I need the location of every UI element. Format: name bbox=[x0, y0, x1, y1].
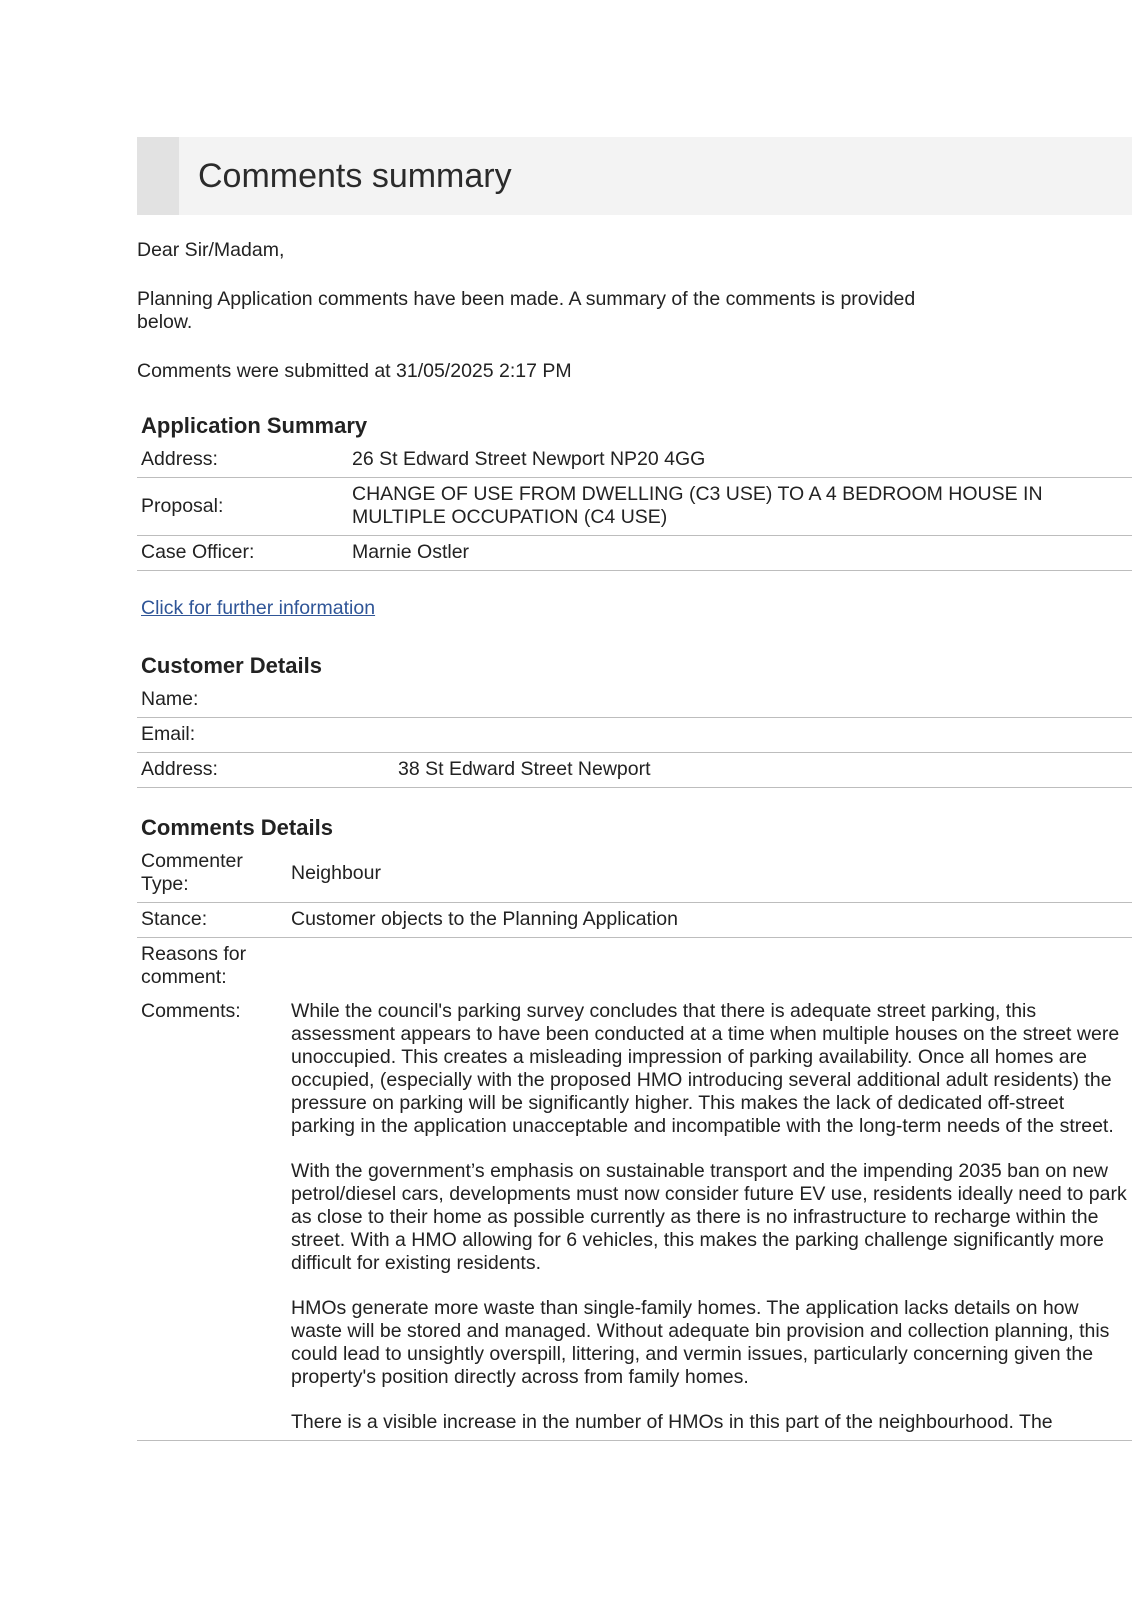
comments-details-section bbox=[137, 814, 1132, 1441]
table-row bbox=[137, 995, 1132, 1441]
comments-label: Comments: bbox=[137, 995, 287, 1441]
comments-value bbox=[287, 995, 1132, 1441]
table-row bbox=[137, 536, 1132, 571]
table-row bbox=[137, 478, 1132, 536]
comment-paragraph: There is a visible increase in the number of HMOs in this part of the neighbourhood. The bbox=[291, 1411, 1053, 1433]
proposal-value: CHANGE OF USE FROM DWELLING (C3 USE) TO A 4 BEDROOM HOUSE IN MULTIPLE OCCUPATION (C4 USE) bbox=[348, 478, 1132, 536]
address-label: Address: bbox=[137, 443, 348, 478]
banner-accent-bar bbox=[137, 137, 179, 215]
customer-address-value: 38 St Edward Street Newport bbox=[394, 753, 1132, 788]
intro-text: Planning Application comments have been made. A summary of the comments is provided below. bbox=[137, 288, 916, 333]
stance-label: Stance: bbox=[137, 903, 287, 938]
page-title: Comments summary bbox=[198, 157, 512, 195]
table-row bbox=[137, 845, 1132, 903]
comment-paragraph: With the government’s emphasis on sustainable transport and the impending 2035 ban on new petrol/diesel cars, developments must now consider future EV use, residents ideally need to park as close to their home as possible currently as there is no infrastructure to recharge within the street. With a HMO allowing for 6 vehicles, this makes the parking challenge significantly more difficult for existing residents. bbox=[291, 1160, 1127, 1274]
comment-paragraph: While the council's parking survey concludes that there is adequate street parking, this assessment appears to have been conducted at a time when multiple houses on the street were unoccupied. This creates a misleading impression of parking availability. Once all homes are occupied, (especially with the proposed HMO introducing several additional adult residents) the pressure on parking will be significantly higher. This makes the lack of dedicated off-street parking in the application unacceptable and incompatible with the long-term needs of the street. bbox=[291, 1000, 1120, 1137]
customer-details-heading: Customer Details bbox=[141, 653, 322, 678]
proposal-label: Proposal: bbox=[137, 478, 348, 536]
customer-address-label: Address: bbox=[137, 753, 394, 788]
stance-value: Customer objects to the Planning Application bbox=[287, 903, 1132, 938]
application-summary-table bbox=[137, 443, 1132, 571]
customer-details-table bbox=[137, 683, 1132, 788]
name-value bbox=[394, 683, 1132, 718]
comments-details-heading: Comments Details bbox=[141, 815, 333, 840]
comment-paragraph: HMOs generate more waste than single-family homes. The application lacks details on how waste will be stored and managed. Without adequate bin provision and collection planning, this could lead to unsightly overspill, littering, and vermin issues, particularly concerning given the property's position directly across from family homes. bbox=[291, 1297, 1110, 1388]
further-information-link[interactable]: Click for further information bbox=[141, 597, 376, 619]
greeting-text: Dear Sir/Madam, bbox=[137, 239, 285, 261]
reasons-label: Reasons for comment: bbox=[141, 943, 247, 988]
submitted-timestamp: Comments were submitted at 31/05/2025 2:17 PM bbox=[137, 360, 572, 382]
case-officer-value: Marnie Ostler bbox=[348, 536, 1132, 571]
reasons-value bbox=[287, 938, 1132, 996]
address-value: 26 St Edward Street Newport NP20 4GG bbox=[348, 443, 1132, 478]
customer-details-section bbox=[137, 652, 1132, 788]
document-page bbox=[137, 137, 1132, 1441]
name-label: Name: bbox=[137, 683, 394, 718]
title-banner bbox=[137, 137, 1132, 215]
table-row bbox=[137, 938, 1132, 996]
further-info-link-wrap bbox=[137, 597, 1132, 620]
comments-details-table bbox=[137, 845, 1132, 1441]
commenter-type-value: Neighbour bbox=[287, 845, 1132, 903]
application-summary-section bbox=[137, 412, 1132, 571]
table-row bbox=[137, 718, 1132, 753]
email-label: Email: bbox=[137, 718, 394, 753]
commenter-type-label: Commenter Type: bbox=[137, 845, 287, 903]
table-row bbox=[137, 753, 1132, 788]
application-summary-heading: Application Summary bbox=[141, 413, 368, 438]
table-row bbox=[137, 443, 1132, 478]
email-value bbox=[394, 718, 1132, 753]
case-officer-label: Case Officer: bbox=[137, 536, 348, 571]
table-row bbox=[137, 683, 1132, 718]
table-row bbox=[137, 903, 1132, 938]
